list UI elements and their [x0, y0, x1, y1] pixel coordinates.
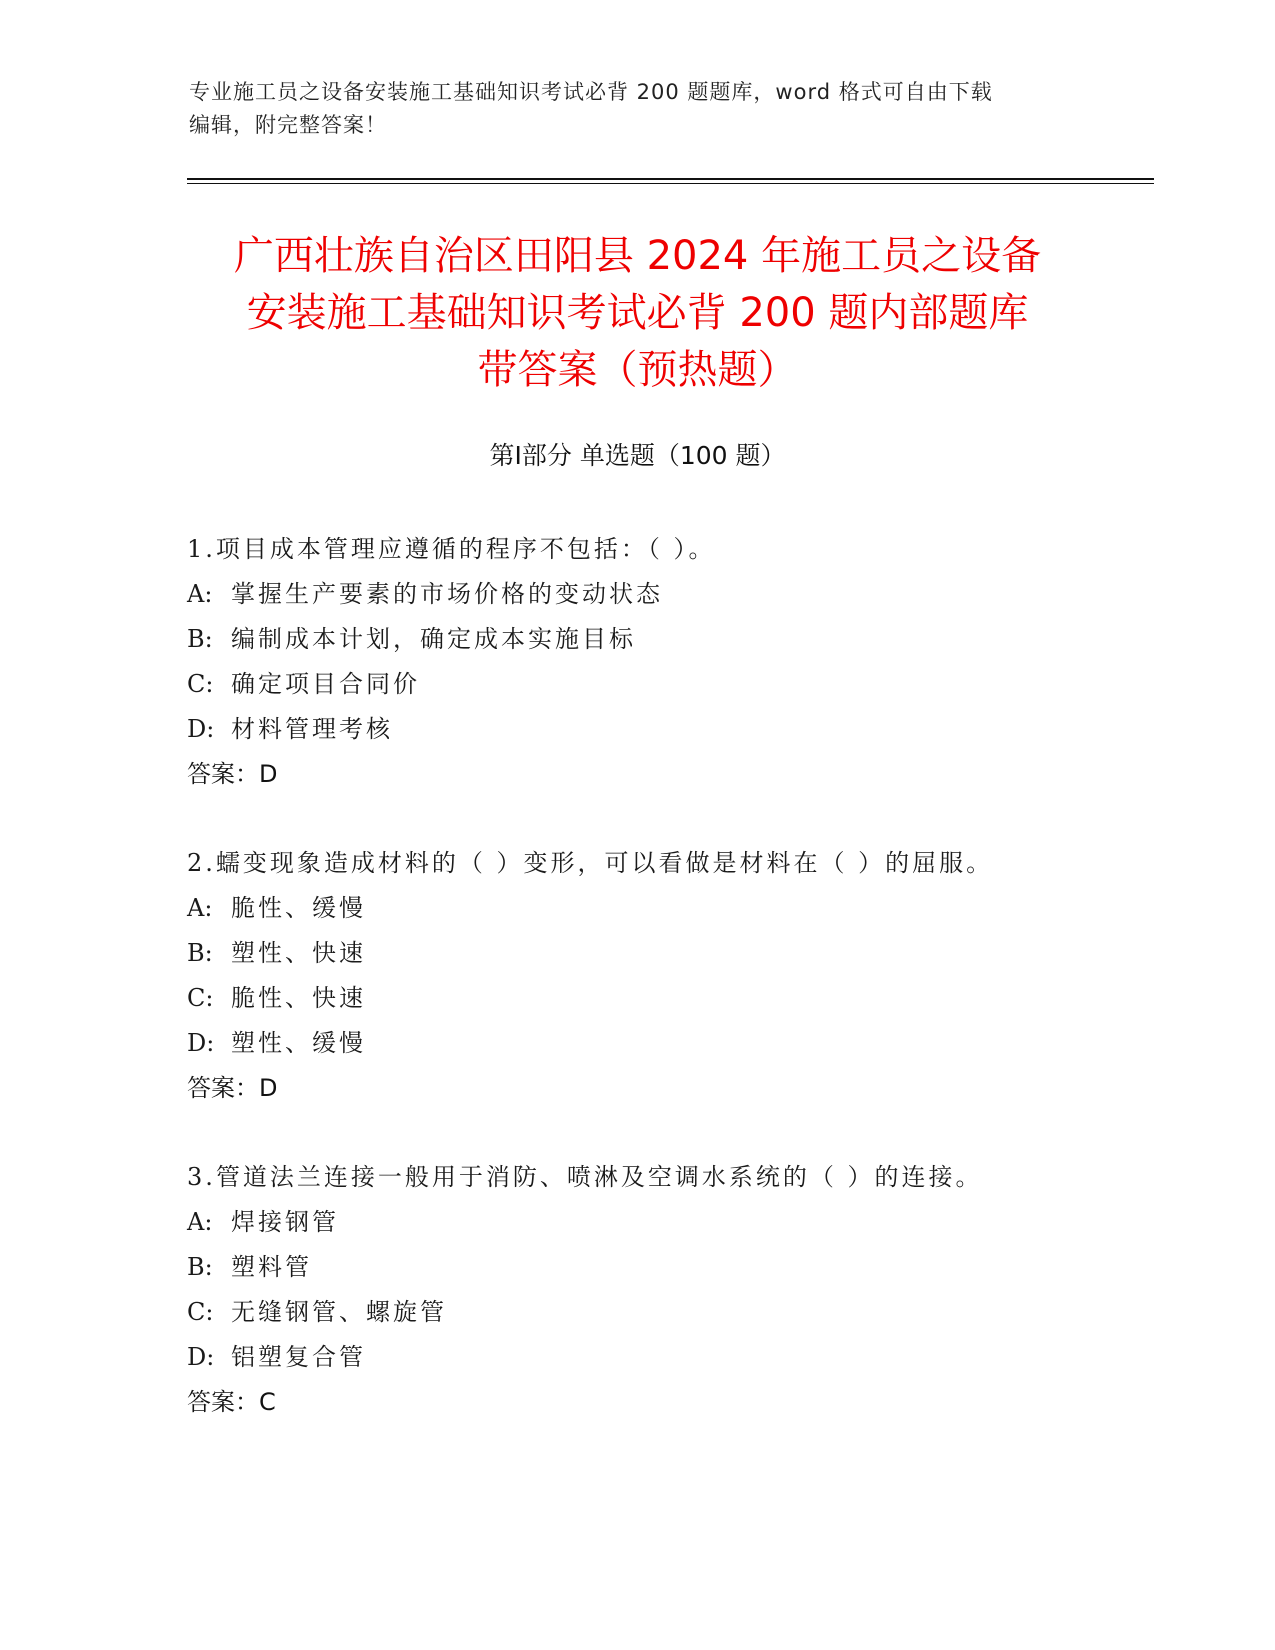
option-text: 脆性、快速 [231, 984, 366, 1012]
option-text: 确定项目合同价 [231, 670, 420, 698]
section-title: 第Ⅰ部分 单选题（100 题） [489, 441, 786, 470]
option-key: B: [187, 939, 213, 967]
option-d [187, 1021, 1147, 1066]
answer: 答案：D [187, 1074, 278, 1102]
option-b [187, 1245, 1147, 1290]
option-text: 材料管理考核 [231, 715, 393, 743]
question-stem: 1.项目成本管理应遵循的程序不包括：（ ）。 [187, 535, 716, 563]
document-title-line-3: 带答案（预热题） [477, 347, 798, 393]
option-a [187, 886, 1147, 931]
document-title-line-1: 广西壮族自治区田阳县 2024 年施工员之设备 [233, 233, 1042, 279]
answer: 答案：C [187, 1388, 276, 1416]
option-b [187, 617, 1147, 662]
option-d [187, 707, 1147, 752]
option-key: A: [187, 1208, 213, 1236]
header-note-line-2: 编辑，附完整答案！ [189, 113, 387, 137]
question-3 [187, 1155, 1147, 1425]
option-a [187, 572, 1147, 617]
option-text: 铝塑复合管 [231, 1343, 366, 1371]
option-d [187, 1335, 1147, 1380]
question-2 [187, 841, 1147, 1111]
option-a [187, 1200, 1147, 1245]
option-key: A: [187, 894, 213, 922]
option-text: 无缝钢管、螺旋管 [231, 1298, 447, 1326]
option-text: 塑性、缓慢 [231, 1029, 366, 1057]
option-text: 焊接钢管 [231, 1208, 339, 1236]
option-b [187, 931, 1147, 976]
header-note [189, 76, 1089, 142]
option-c [187, 976, 1147, 1021]
option-c [187, 1290, 1147, 1335]
question-stem: 3.管道法兰连接一般用于消防、喷淋及空调水系统的（ ）的连接。 [187, 1163, 983, 1191]
answer: 答案：D [187, 760, 278, 788]
option-key: C: [187, 984, 214, 1012]
option-text: 脆性、缓慢 [231, 894, 366, 922]
header-note-line-1: 专业施工员之设备安装施工基础知识考试必背 200 题题库，word 格式可自由下载 [189, 80, 993, 104]
header-rule-thin [187, 183, 1154, 184]
document-title [150, 228, 1125, 399]
document-title-line-2: 安装施工基础知识考试必背 200 题内部题库 [246, 290, 1029, 336]
option-text: 塑料管 [231, 1253, 312, 1281]
option-key: C: [187, 1298, 214, 1326]
option-key: B: [187, 1253, 213, 1281]
option-c [187, 662, 1147, 707]
option-text: 掌握生产要素的市场价格的变动状态 [231, 580, 663, 608]
option-key: A: [187, 580, 213, 608]
option-key: D: [187, 715, 215, 743]
option-key: D: [187, 1029, 215, 1057]
question-list [187, 527, 1147, 1469]
option-text: 编制成本计划，确定成本实施目标 [231, 625, 636, 653]
option-key: D: [187, 1343, 215, 1371]
option-text: 塑性、快速 [231, 939, 366, 967]
option-key: C: [187, 670, 214, 698]
question-1 [187, 527, 1147, 797]
option-key: B: [187, 625, 213, 653]
question-stem: 2.蠕变现象造成材料的（ ）变形，可以看做是材料在（ ）的屈服。 [187, 849, 994, 877]
header-rule-thick [187, 178, 1154, 180]
